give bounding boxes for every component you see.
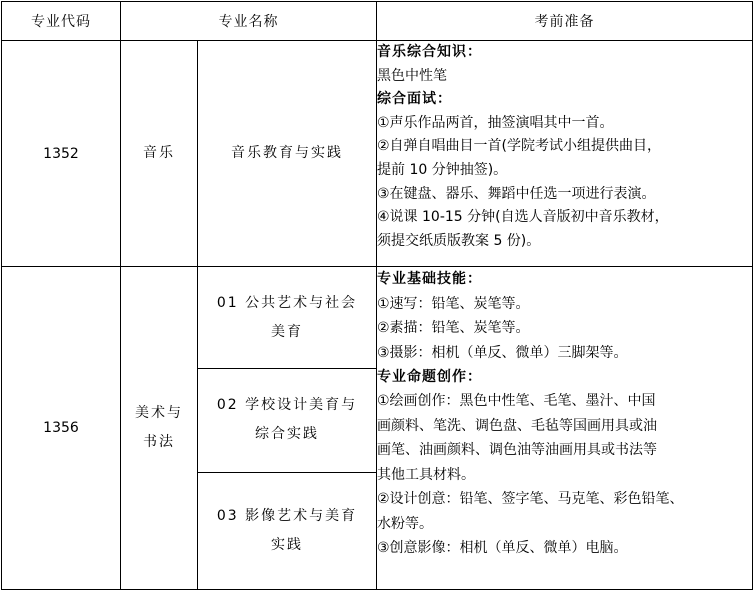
major-direction: 音乐教育与实践 xyxy=(198,41,377,267)
prep-line: 其他工具材料。 xyxy=(377,466,475,483)
prep-heading: 综合面试： xyxy=(377,91,452,108)
exam-prep-cell xyxy=(377,267,753,590)
table-row-art xyxy=(2,267,753,368)
prep-line: ②素描：铅笔、炭笔等。 xyxy=(377,320,530,337)
prep-heading: 音乐综合知识： xyxy=(377,44,482,61)
direction-line: 综合实践 xyxy=(255,426,319,443)
table-header-row xyxy=(2,2,753,41)
prep-line: ①绘画创作：黑色中性笔、毛笔、墨汁、中国 xyxy=(377,393,656,410)
prep-line: ③在键盘、器乐、舞蹈中任选一项进行表演。 xyxy=(377,185,656,202)
major-name: 音乐 xyxy=(121,41,198,267)
exam-prep-cell xyxy=(377,41,753,267)
prep-heading: 专业命题创作： xyxy=(377,369,482,386)
prep-line: 画笔、油画颜料、调色油等油画用具或书法等 xyxy=(377,442,657,459)
table-row-music xyxy=(2,41,753,267)
header-exam-prep: 考前准备 xyxy=(377,2,753,41)
major-name-line: 书法 xyxy=(143,434,175,451)
prep-heading: 专业基础技能： xyxy=(377,271,482,288)
major-code: 1352 xyxy=(2,41,121,267)
prep-line: 提前 10 分钟抽签)。 xyxy=(377,162,508,179)
major-direction-02 xyxy=(198,368,377,472)
major-name xyxy=(121,267,198,590)
header-major-name: 专业名称 xyxy=(121,2,377,41)
direction-line: 01 公共艺术与社会 xyxy=(216,294,358,311)
direction-line: 02 学校设计美育与 xyxy=(216,397,358,414)
exam-prep-table xyxy=(1,1,753,590)
direction-line: 实践 xyxy=(271,536,303,553)
prep-line: ②自弹自唱曲目一首(学院考试小组提供曲目， xyxy=(377,138,662,155)
major-code: 1356 xyxy=(2,267,121,590)
prep-line: ④说课 10-15 分钟(自选人音版初中音乐教材， xyxy=(377,209,669,226)
direction-line: 03 影像艺术与美育 xyxy=(216,507,358,524)
prep-line: 画颜料、笔洗、调色盘、毛毡等国画用具或油 xyxy=(377,417,657,434)
prep-line: 水粉等。 xyxy=(377,515,433,532)
major-name-line: 美术与 xyxy=(135,405,183,422)
prep-line: ①速写：铅笔、炭笔等。 xyxy=(377,295,530,312)
prep-line: 黑色中性笔 xyxy=(377,67,447,84)
direction-line: 美育 xyxy=(271,323,303,340)
major-direction-01 xyxy=(198,267,377,368)
prep-line: ①声乐作品两首，抽签演唱其中一首。 xyxy=(377,114,614,131)
header-major-code: 专业代码 xyxy=(2,2,121,41)
prep-line: ③创意影像：相机（单反、微单）电脑。 xyxy=(377,539,628,556)
prep-line: ②设计创意：铅笔、签字笔、马克笔、彩色铅笔、 xyxy=(377,491,684,508)
prep-line: ③摄影：相机（单反、微单）三脚架等。 xyxy=(377,344,628,361)
prep-line: 须提交纸质版教案 5 份)。 xyxy=(377,232,541,249)
major-direction-03 xyxy=(198,472,377,589)
